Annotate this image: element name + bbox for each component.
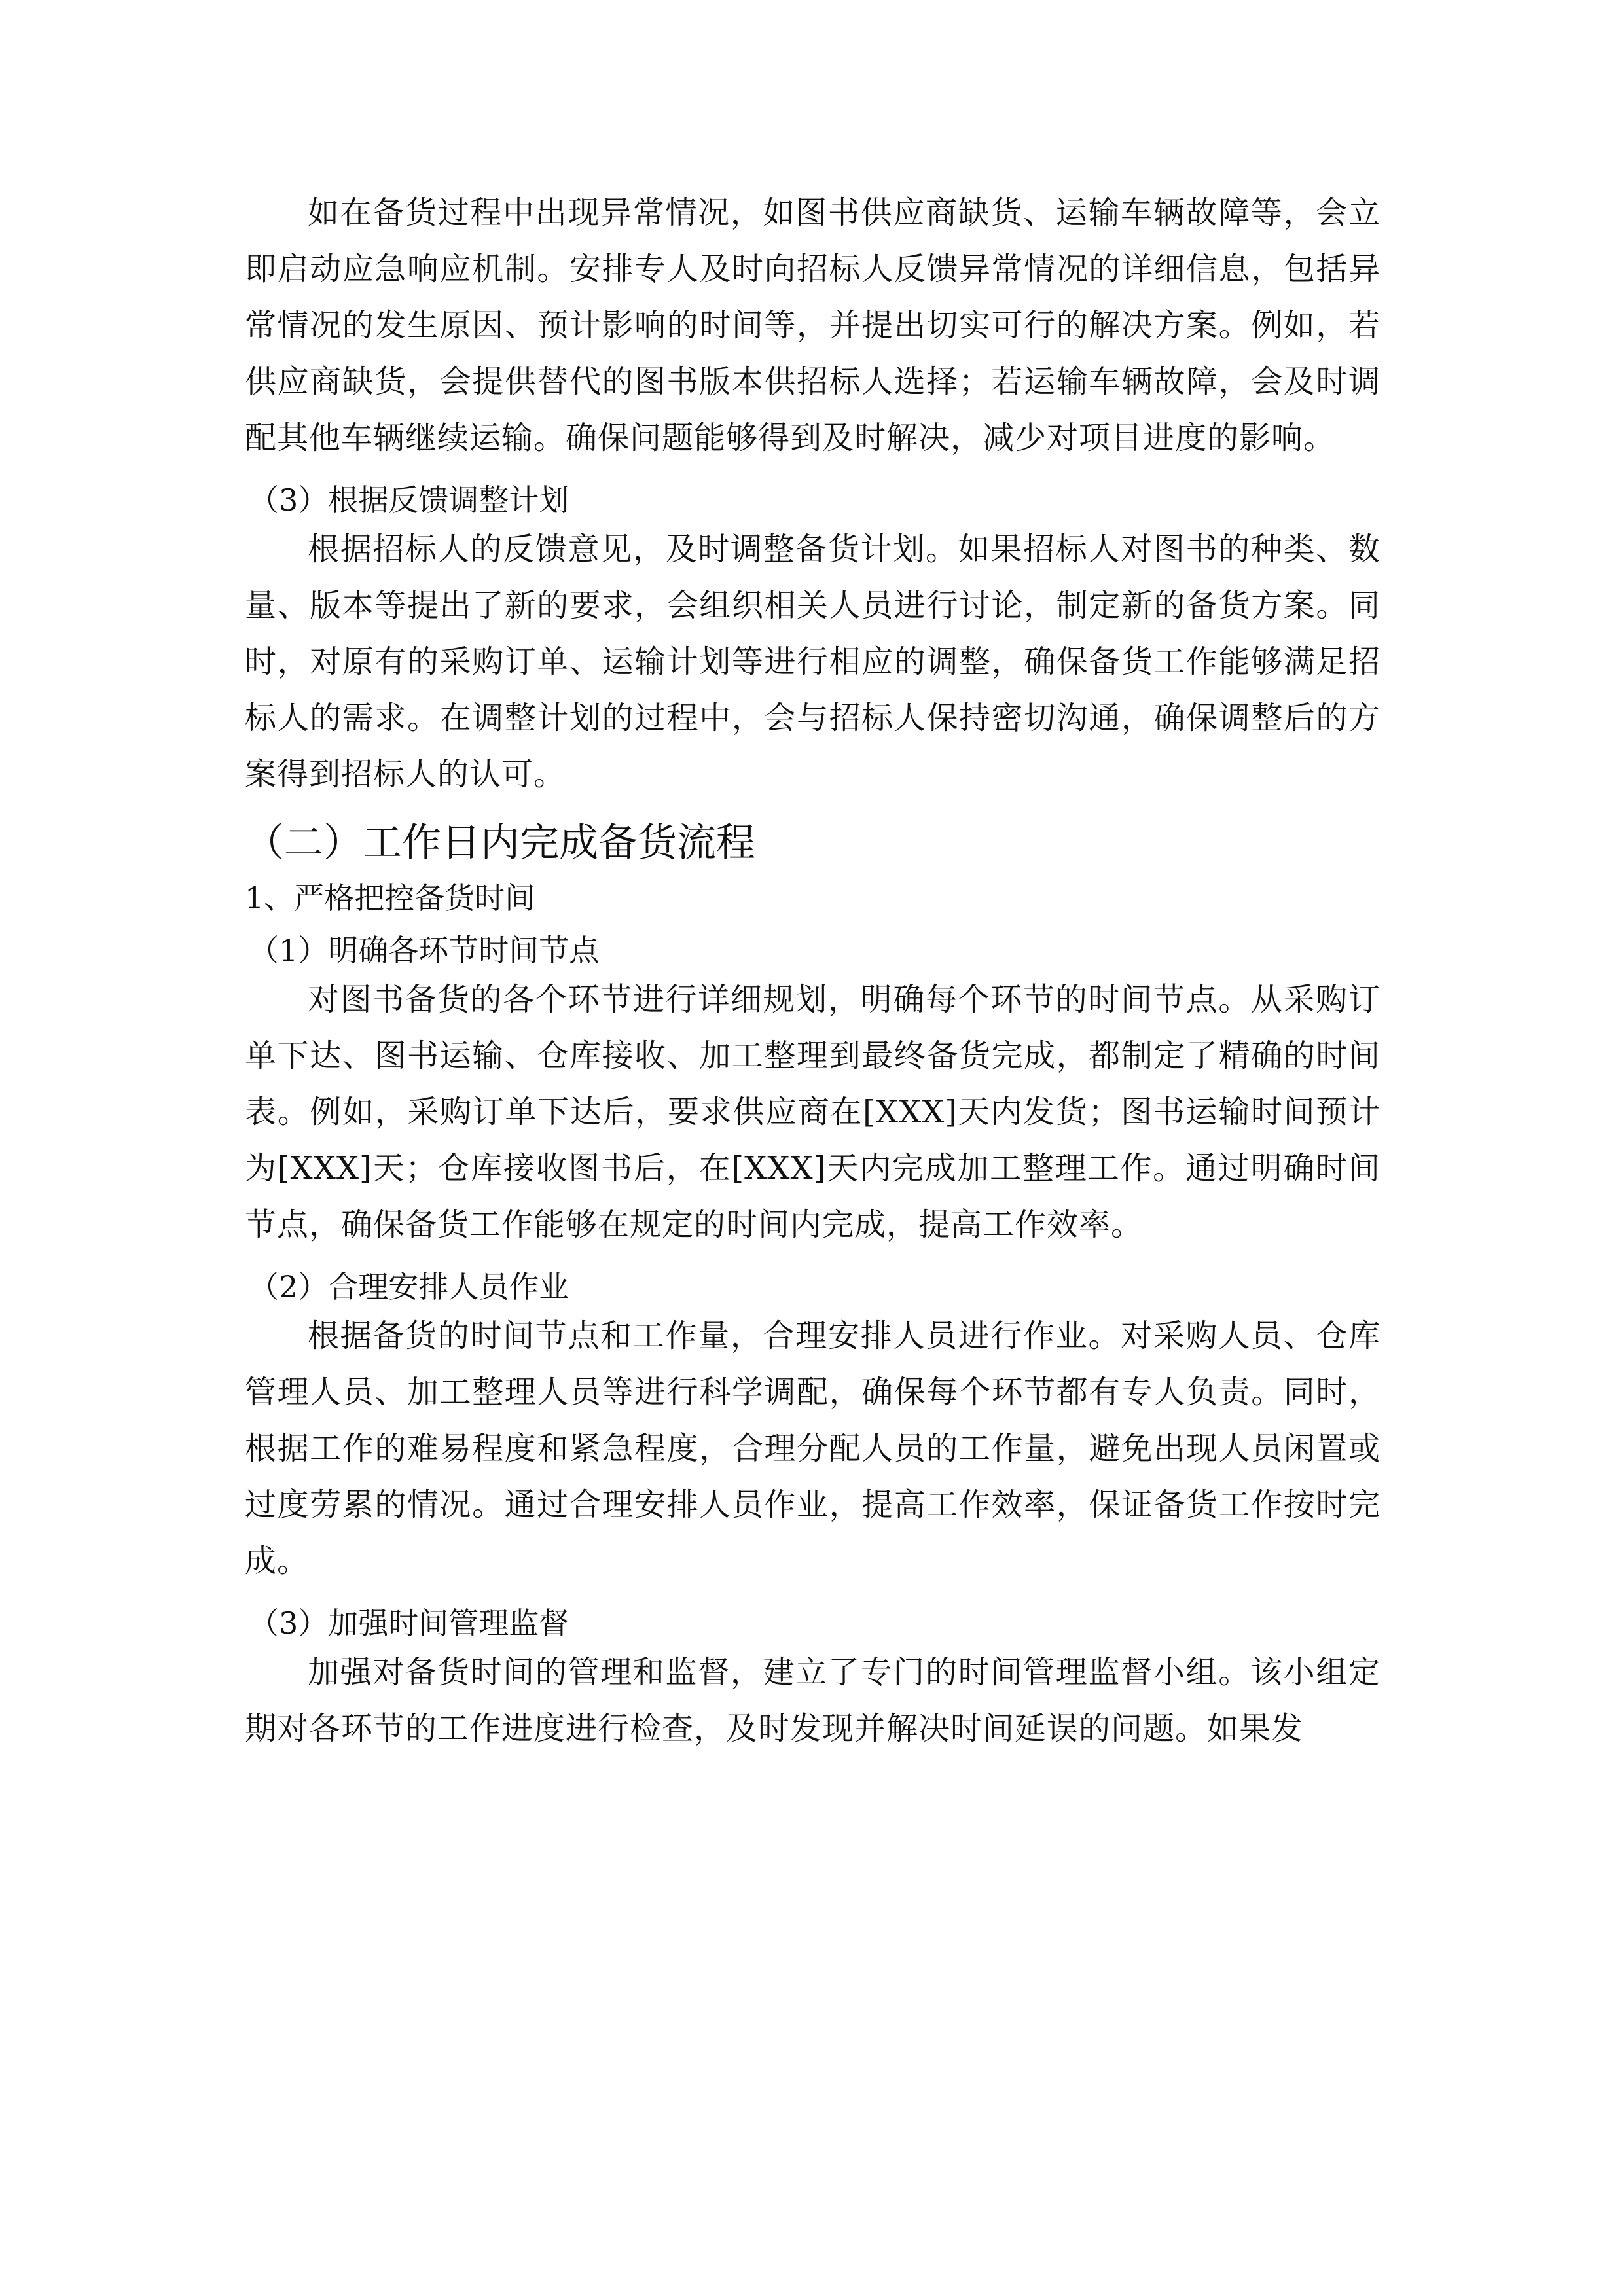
subheading-time-supervision: （3）加强时间管理监督 bbox=[249, 1605, 569, 1641]
paragraph-staff-arrangement: 根据备货的时间节点和工作量，合理安排人员进行作业。对采购人员、仓库管理人员、加工整理人员等进行科学调配，确保每个环节都有专人负责。同时，根据工作的难易程度和紧急程度，合理分配人员的工作量，避免出现人员闲置或过度劳累的情况。通过合理安排人员作业，提高工作效率，保证备货工作按时完成。 bbox=[245, 1318, 1380, 1579]
section-heading-workday-stocking: （二）工作日内完成备货流程 bbox=[245, 820, 755, 866]
document-body bbox=[245, 185, 1380, 1757]
paragraph-time-nodes: 对图书备货的各个环节进行详细规划，明确每个环节的时间节点。从采购订单下达、图书运输、仓库接收、加工整理到最终备货完成，都制定了精确的时间表。例如，采购订单下达后，要求供应商在[XXX]天内发货；图书运输时间预计为[XXX]天；仓库接收图书后，在[XXX]天内完成加工整理工作。通过明确时间节点，确保备货工作能够在规定的时间内完成，提高工作效率。 bbox=[245, 981, 1380, 1243]
subheading-adjust-by-feedback: （3）根据反馈调整计划 bbox=[249, 482, 569, 518]
paragraph-time-supervision: 加强对备货时间的管理和监督，建立了专门的时间管理监督小组。该小组定期对各环节的工作进度进行检查，及时发现并解决时间延误的问题。如果发 bbox=[245, 1654, 1380, 1747]
subheading-staff-arrangement: （2）合理安排人员作业 bbox=[249, 1269, 569, 1304]
paragraph-exception-handling: 如在备货过程中出现异常情况，如图书供应商缺货、运输车辆故障等，会立即启动应急响应机制。安排专人及时向招标人反馈异常情况的详细信息，包括异常情况的发生原因、预计影响的时间等，并提出切实可行的解决方案。例如，若供应商缺货，会提供替代的图书版本供招标人选择；若运输车辆故障，会及时调配其他车辆继续运输。确保问题能够得到及时解决，减少对项目进度的影响。 bbox=[245, 194, 1380, 456]
paragraph-adjust-plan: 根据招标人的反馈意见，及时调整备货计划。如果招标人对图书的种类、数量、版本等提出了新的要求，会组织相关人员进行讨论，制定新的备货方案。同时，对原有的采购订单、运输计划等进行相应的调整，确保备货工作能够满足招标人的需求。在调整计划的过程中，会与招标人保持密切沟通，确保调整后的方案得到招标人的认可。 bbox=[245, 531, 1380, 793]
subheading-time-nodes: （1）明确各环节时间节点 bbox=[249, 933, 600, 968]
item-heading-control-time: 1、严格把控备货时间 bbox=[245, 880, 535, 916]
